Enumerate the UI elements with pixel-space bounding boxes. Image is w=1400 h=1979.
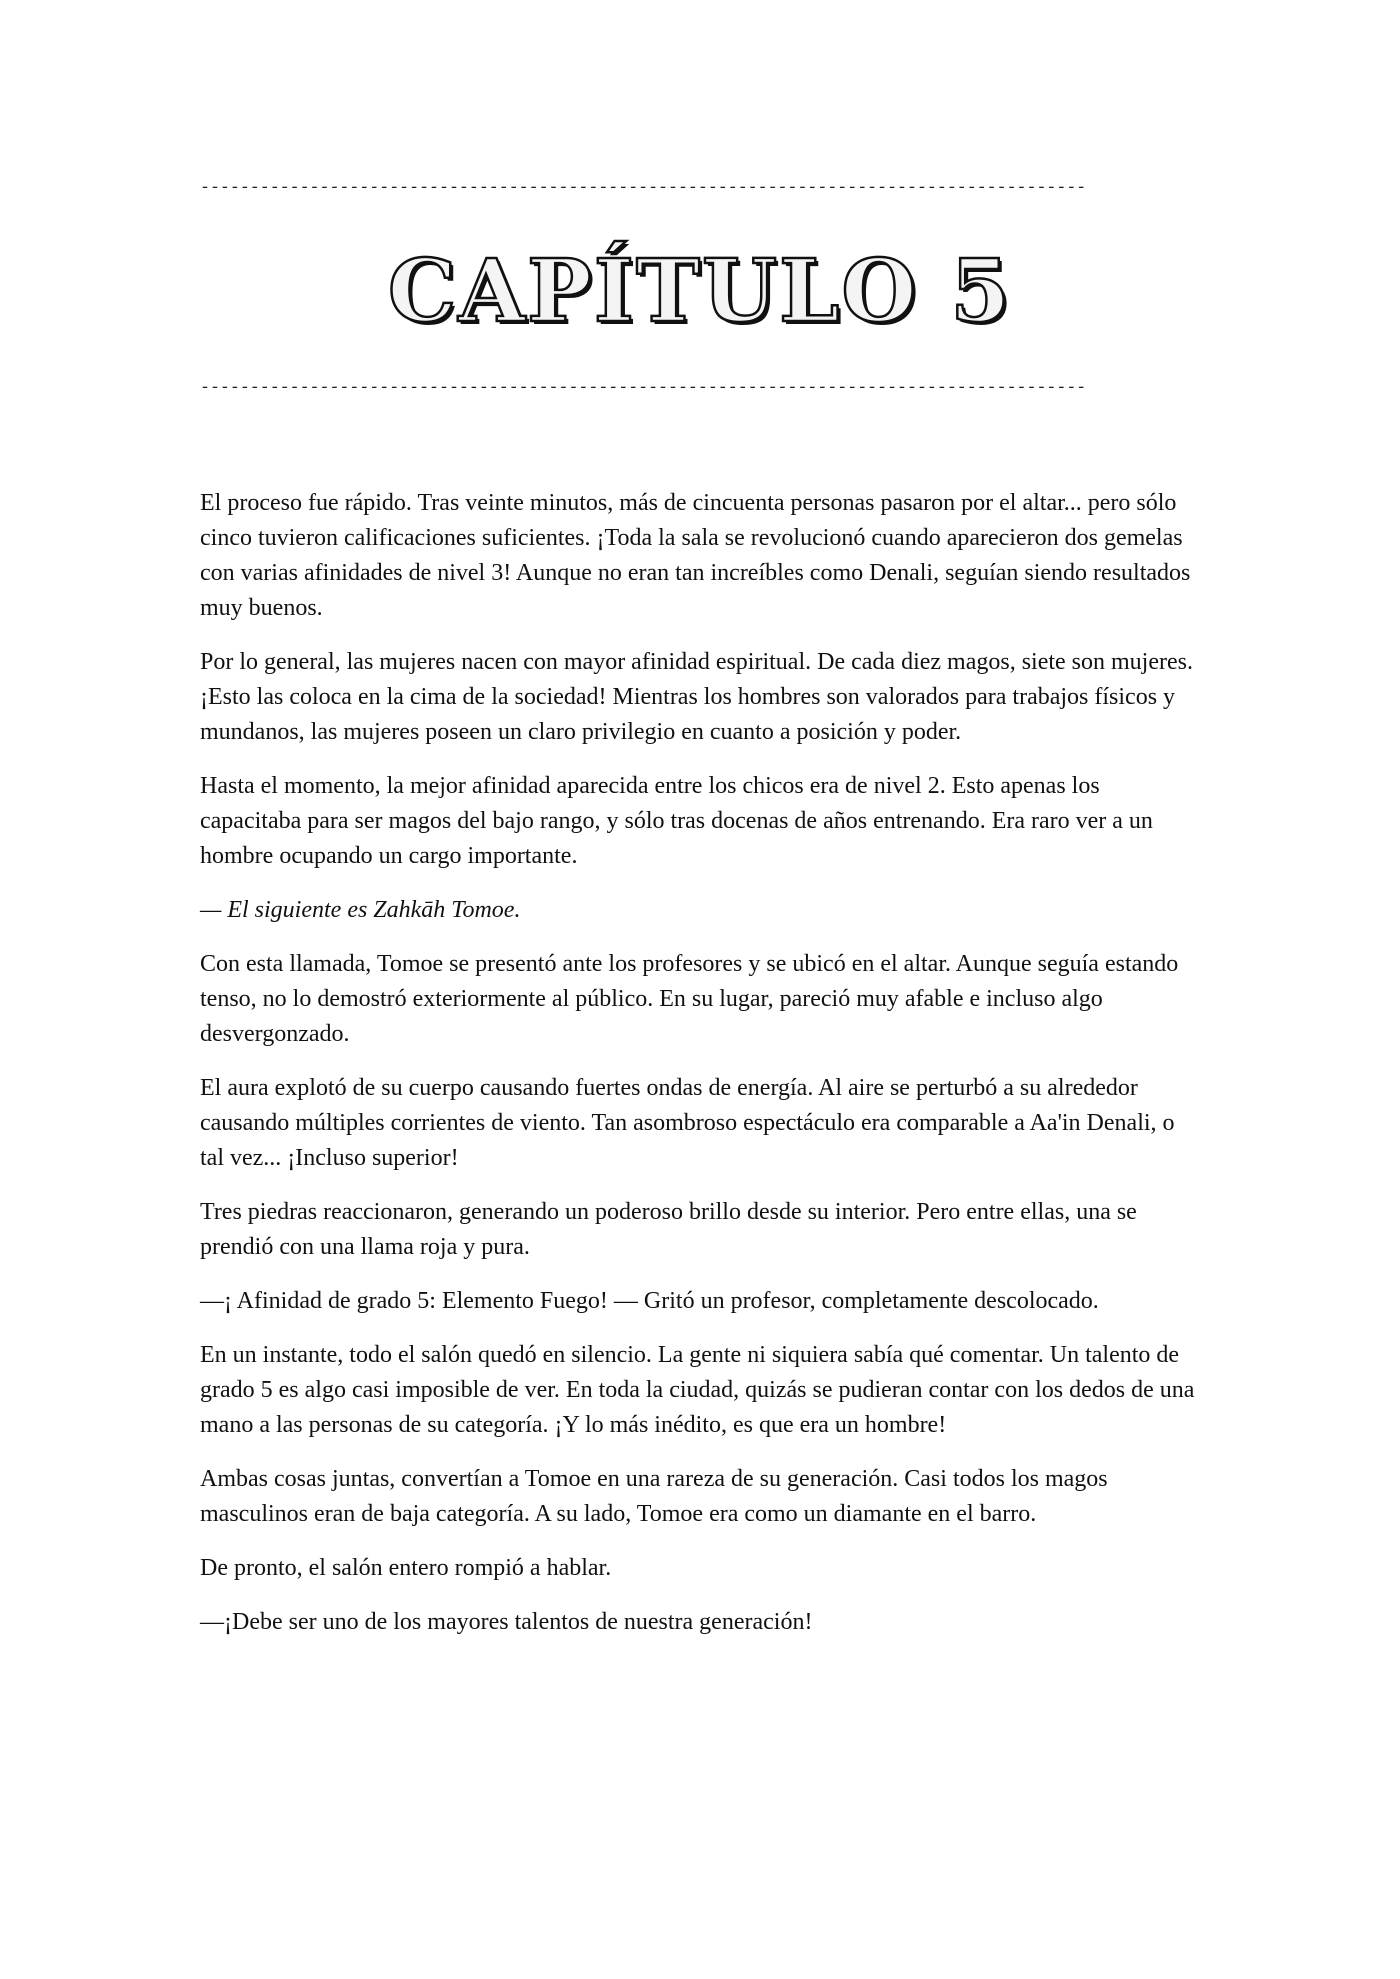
chapter-title: CAPÍTULO 5 — [387, 241, 1013, 342]
paragraph: En un instante, todo el salón quedó en silencio. La gente ni siquiera sabía qué comentar. Un talento de grado 5 es algo casi imposible de ver. En toda la ciudad, quizás se pudieran contar con los dedos de una mano a las personas de su categoría. ¡Y lo más inédito, es que era un hombre! — [200, 1342, 1195, 1438]
chapter-body — [200, 486, 1200, 1659]
dialogue-line: —¡Debe ser uno de los mayores talentos de nuestra generación! — [200, 1609, 813, 1635]
bottom-separator: ----------------------------------------------------------------------------------------- — [200, 378, 1087, 397]
dialogue-line: —¡ Afinidad de grado 5: Elemento Fuego! — Gritó un profesor, completamente descolocado. — [200, 1288, 1099, 1314]
paragraph: Por lo general, las mujeres nacen con mayor afinidad espiritual. De cada diez magos, siete son mujeres. ¡Esto las coloca en la cima de la sociedad! Mientras los hombres son valorados para trabajos físicos y mundanos, las mujeres poseen un claro privilegio en cuanto a posición y poder. — [200, 649, 1193, 745]
paragraph: Ambas cosas juntas, convertían a Tomoe en una rareza de su generación. Casi todos los magos masculinos eran de baja categoría. A su lado, Tomoe era como un diamante en el barro. — [200, 1466, 1108, 1527]
paragraph: El proceso fue rápido. Tras veinte minutos, más de cincuenta personas pasaron por el altar... pero sólo cinco tuvieron calificaciones suficientes. ¡Toda la sala se revolucionó cuando aparecieron dos gemelas con varias afinidades de nivel 3! Aunque no eran tan increíbles como Denali, seguían siendo resultados muy buenos. — [200, 490, 1191, 621]
dialogue-line-italic: — El siguiente es Zahkāh Tomoe. — [200, 897, 521, 923]
paragraph: Con esta llamada, Tomoe se presentó ante los profesores y se ubicó en el altar. Aunque seguía estando tenso, no lo demostró exteriormente al público. En su lugar, pareció muy afable e incluso algo desvergonzado. — [200, 951, 1179, 1047]
top-separator: ----------------------------------------------------------------------------------------- — [200, 178, 1087, 197]
paragraph: Tres piedras reaccionaron, generando un poderoso brillo desde su interior. Pero entre ellas, una se prendió con una llama roja y pura. — [200, 1199, 1137, 1260]
paragraph: Hasta el momento, la mejor afinidad aparecida entre los chicos era de nivel 2. Esto apenas los capacitaba para ser magos del bajo rango, y sólo tras docenas de años entrenando. Era raro ver a un hombre ocupando un cargo importante. — [200, 773, 1153, 869]
paragraph: El aura explotó de su cuerpo causando fuertes ondas de energía. Al aire se perturbó a su alrededor causando múltiples corrientes de viento. Tan asombroso espectáculo era comparable a Aa'in Denali, o tal vez... ¡Incluso superior! — [200, 1075, 1175, 1171]
paragraph: De pronto, el salón entero rompió a hablar. — [200, 1555, 612, 1581]
